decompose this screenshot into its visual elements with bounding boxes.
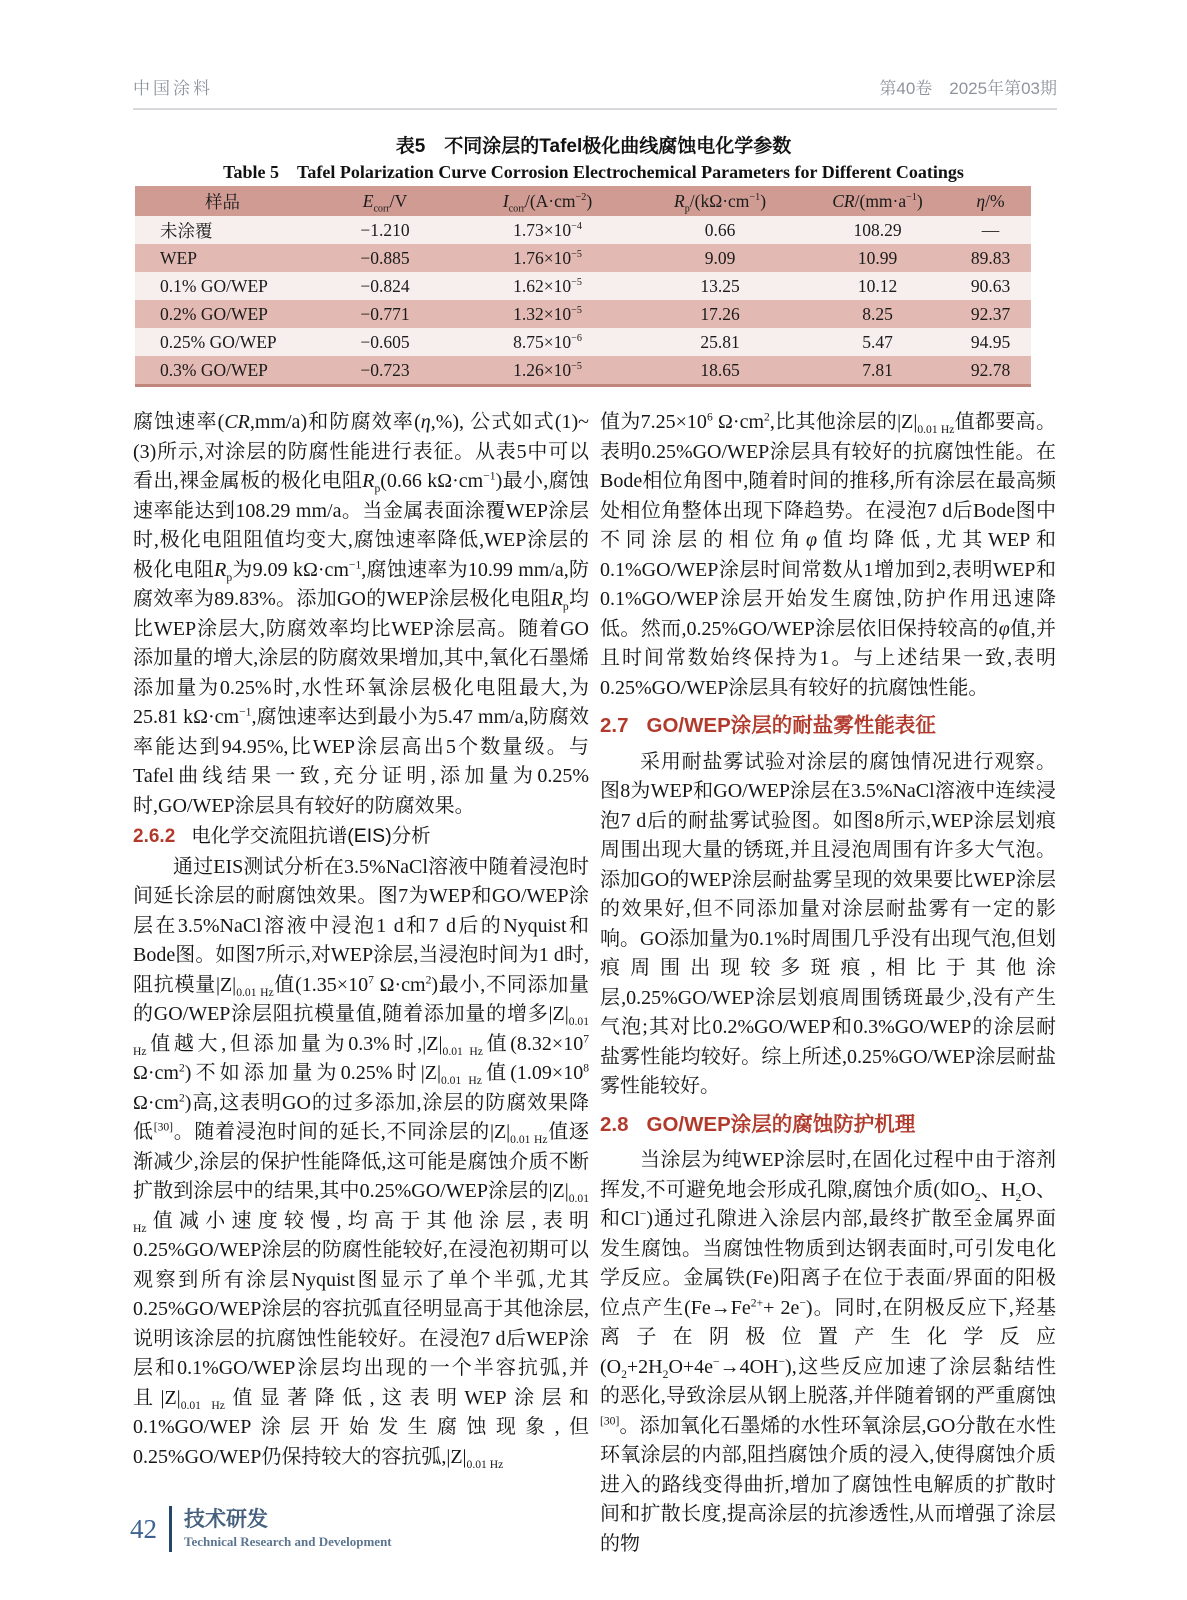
section-number: 2.8 xyxy=(600,1112,629,1136)
table-cell: WEP xyxy=(160,247,197,268)
table-caption-en: Table 5 Tafel Polarization Curve Corrosion Electrochemical Parameters for Different Coatings xyxy=(223,162,964,182)
table-cell: 10.12 xyxy=(857,275,898,296)
table-cell: 18.65 xyxy=(700,359,740,380)
table-cell: $8.75\times 10^{-6}$ xyxy=(513,331,582,352)
table-cell: 92.37 xyxy=(970,303,1011,324)
column-header: $CR/(mm\cdot a^{-1})$ xyxy=(805,186,950,216)
table-cell: 92.78 xyxy=(970,359,1011,380)
table-caption-zh: 表5 不同涂层的Tafel极化曲线腐蚀电化学参数 xyxy=(395,136,792,157)
table-cell: 17.26 xyxy=(700,303,740,324)
footer-section-block xyxy=(184,1508,392,1550)
table-cell: $1.32\times 10^{-5}$ xyxy=(513,303,582,324)
section-title: GO/WEP涂层的耐盐雾性能表征 xyxy=(646,714,936,737)
table-cell: 25.81 xyxy=(700,331,740,352)
table-header xyxy=(135,186,1031,216)
tafel-parameters-table xyxy=(135,186,1031,387)
table-cell: 13.25 xyxy=(700,275,740,296)
table-cell: 0.25% GO/WEP xyxy=(160,331,277,352)
table-row xyxy=(135,272,1031,300)
table-cell: $1.73\times 10^{-4}$ xyxy=(513,219,582,240)
table-cell: 0.66 xyxy=(704,219,736,240)
table-cell: −0.885 xyxy=(360,247,410,268)
table-cell: 0.1% GO/WEP xyxy=(160,275,268,296)
paragraph: 值为$7.25\times 10^6$ $\Omega\cdot cm^2$,比其他涂层的$|Z|_{0.01 Hz}$值都要高。表明0.25%GO/WEP涂层具有较好的抗腐蚀性能。在Bode相位角图中,随着时间的推移,所有涂层在最高频处相位角整体出现下降趋势。在浸泡7 d后Bode图中不同涂层的相位角φ值均降低,尤其WEP和0.1%GO/WEP涂层时间常数从1增加到2,表明WEP和0.1%GO/WEP涂层开始发生腐蚀,防护作用迅速降低。然而,0.25%GO/WEP涂层依旧保持较高的φ值,并且时间常数始终保持为1。与上述结果一致,表明0.25%GO/WEP涂层具有较好的抗腐蚀性能。 xyxy=(600,410,1057,699)
journal-name: 中国涂料 xyxy=(133,79,213,98)
table-cell: 90.63 xyxy=(970,275,1011,296)
table-cell: −1.210 xyxy=(360,219,410,240)
section-heading-2-6-2 xyxy=(133,822,589,852)
table-cell: 8.25 xyxy=(862,303,893,324)
paragraph: 通过EIS测试分析在3.5%NaCl溶液中随着浸泡时间延长涂层的耐腐蚀效果。图7为WEP和GO/WEP涂层在3.5%NaCl溶液中浸泡1 d和7 d后的Nyquist和Bode图。如图7所示,对WEP涂层,当浸泡时间为1 d时,阻抗模量$|Z|_{0.01 Hz}$值($1.35\times 10^7$ $\Omega\cdot cm^2$)最小,不同添加量的GO/WEP涂层阻抗模量值,随着添加量的增多$|Z|_{0.01 Hz}$值越大,但添加量为0.3%时$,|Z|_{0.01 Hz}$值($8.32\times 10^7$ $\Omega\cdot cm^2$)不如添加量为0.25%时$|Z|_{0.01 Hz}$值($1.09\times 10^8$ $\Omega\cdot cm^2$)高,这表明GO的过多添加,涂层的防腐效果降低[30]。随着浸泡时间的延长,不同涂层的$|Z|_{0.01 Hz}$值逐渐减少,涂层的保护性能降低,这可能是腐蚀介质不断扩散到涂层中的结果,其中0.25%GO/WEP涂层的$|Z|_{0.01 Hz}$值减小速度较慢,均高于其他涂层,表明0.25%GO/WEP涂层的防腐性能较好,在浸泡初期可以观察到所有涂层Nyquist图显示了单个半弧,尤其0.25%GO/WEP涂层的容抗弧直径明显高于其他涂层,说明该涂层的抗腐蚀性能较好。在浸泡7 d后WEP涂层和0.1%GO/WEP涂层均出现的一个半容抗弧,并且$|Z|_{0.01 Hz}$值显著降低,这表明WEP涂层和0.1%GO/WEP涂层开始发生腐蚀现象,但0.25%GO/WEP仍保持较大的容抗弧$,|Z|_{0.01 Hz}$ xyxy=(133,855,589,1471)
table-cell: 7.81 xyxy=(862,359,893,380)
footer-section-zh: 技术研发 xyxy=(184,1507,268,1531)
paragraph: 采用耐盐雾试验对涂层的腐蚀情况进行观察。图8为WEP和GO/WEP涂层在3.5%NaCl溶液中连续浸泡7 d后的耐盐雾试验图。如图8所示,WEP涂层划痕周围出现大量的锈斑,并且浸泡周围有许多大气泡。添加GO的WEP涂层耐盐雾呈现的效果要比WEP涂层的效果好,但不同添加量对涂层耐盐雾有一定的影响。GO添加量为0.1%时周围几乎没有出现气泡,但划痕周围出现较多斑痕,相比于其他涂层,0.25%GO/WEP涂层划痕周围锈斑最少,没有产生气泡;其对比0.2%GO/WEP和0.3%GO/WEP的涂层耐盐雾性能均较好。综上所述,0.25%GO/WEP涂层耐盐雾性能较好。 xyxy=(600,750,1056,1097)
table-cell: 108.29 xyxy=(853,219,902,240)
page-footer xyxy=(130,1506,392,1552)
section-title: 电化学交流阻抗谱(EIS)分析 xyxy=(191,825,431,847)
table-header-row xyxy=(135,186,1031,216)
table-cell: −0.723 xyxy=(360,359,410,380)
table-cell: 5.47 xyxy=(862,331,893,352)
table-cell: $1.26\times 10^{-5}$ xyxy=(513,359,582,380)
column-header: 样品 xyxy=(135,186,310,216)
table-cell: 未涂覆 xyxy=(160,220,213,241)
section-heading-2-7 xyxy=(600,711,1056,741)
column-header: η/% xyxy=(950,186,1031,216)
column-header: $I_{corr}/(A\cdot cm^{-2})$ xyxy=(460,186,635,216)
table-row xyxy=(135,328,1031,356)
column-header: $R_p/(k\Omega\cdot cm^{-1})$ xyxy=(635,186,805,216)
table-cell: 0.3% GO/WEP xyxy=(160,359,268,380)
table-cell: 94.95 xyxy=(970,331,1011,352)
section-heading-2-8 xyxy=(600,1110,1056,1140)
right-text-column xyxy=(600,408,1056,1559)
table-row xyxy=(135,300,1031,328)
table-cell: 0.2% GO/WEP xyxy=(160,303,268,324)
paragraph: 当涂层为纯WEP涂层时,在固化过程中由于溶剂挥发,不可避免地会形成孔隙,腐蚀介质(如$O_2$、$H_2O$、和Cl−)通过孔隙进入涂层内部,最终扩散至金属界面发生腐蚀。当腐蚀性物质到达钢表面时,可引发电化学反应。金属铁(Fe)阳离子在位于表面/界面的阳极位点产生$(Fe\to Fe^{2+}+ 2e^-)$。同时,在阴极反应下,羟基离子在阴极位置产生化学反应$(O_2+2H_2O+4e^-\to 4OH^-)$,这些反应加速了涂层黏结性的恶化,导致涂层从钢上脱落,并伴随着钢的严重腐蚀[30]。添加氧化石墨烯的水性环氧涂层,GO分散在水性环氧涂层的内部,阻挡腐蚀介质的浸入,使得腐蚀介质进入的路线变得曲折,增加了腐蚀性电解质的扩散时间和扩散长度,提高涂层的抗渗透性,从而增强了涂层的物 xyxy=(600,1149,1056,1555)
table-cell: 9.09 xyxy=(704,247,736,268)
table-cell: — xyxy=(981,219,1000,240)
page-number: 42 xyxy=(130,1513,157,1544)
section-number: 2.6.2 xyxy=(133,826,176,847)
table-row xyxy=(135,356,1031,386)
footer-divider-bar xyxy=(169,1506,172,1552)
table-cell: −0.824 xyxy=(360,275,410,296)
table-cell: −0.771 xyxy=(360,303,410,324)
section-number: 2.7 xyxy=(600,714,629,737)
table-cell: −0.605 xyxy=(360,331,410,352)
volume-issue: 第40卷 2025年第03期 xyxy=(879,79,1057,98)
table-cell: 89.83 xyxy=(970,247,1011,268)
table-cell: $1.76\times 10^{-5}$ xyxy=(513,247,582,268)
left-text-column xyxy=(133,408,589,1472)
paragraph: 腐蚀速率(CR,mm/a)和防腐效率(η,%), 公式如式(1)~(3)所示,对涂层的防腐性能进行表征。从表5中可以看出,裸金属板的极化电阻$R_p(0.66$ $k\Omega\cdot cm^{-1}$)最小,腐蚀速率能达到108.29 mm/a。当金属表面涂覆WEP涂层时,极化电阻阻值均变大,腐蚀速率降低,WEP涂层的极化电阻$R_p$为9.09 $k\Omega\cdot cm^{-1}$,腐蚀速率为10.99 mm/a,防腐效率为89.83%。添加GO的WEP涂层极化电阻$R_p$均比WEP涂层大,防腐效率均比WEP涂层高。随着GO添加量的增大,涂层的防腐效果增加,其中,氧化石墨烯添加量为0.25%时,水性环氧涂层极化电阻最大,为25.81 $k\Omega\cdot cm^{-1}$,腐蚀速率达到最小为5.47 mm/a,防腐效率能达到94.95%,比WEP涂层高出5个数量级。与Tafel曲线结果一致,充分证明,添加量为0.25%时,GO/WEP涂层具有较好的防腐效果。 xyxy=(133,411,590,817)
table-body xyxy=(135,216,1031,386)
running-head xyxy=(133,74,1057,110)
section-title: GO/WEP涂层的腐蚀防护机理 xyxy=(646,1112,916,1136)
table-cell: $1.62\times 10^{-5}$ xyxy=(513,275,582,296)
table-row xyxy=(135,244,1031,272)
table-row xyxy=(135,216,1031,244)
column-header: $E_{corr}/V$ xyxy=(310,186,460,216)
table-cell: 10.99 xyxy=(857,247,898,268)
footer-section-en: Technical Research and Development xyxy=(184,1534,392,1550)
